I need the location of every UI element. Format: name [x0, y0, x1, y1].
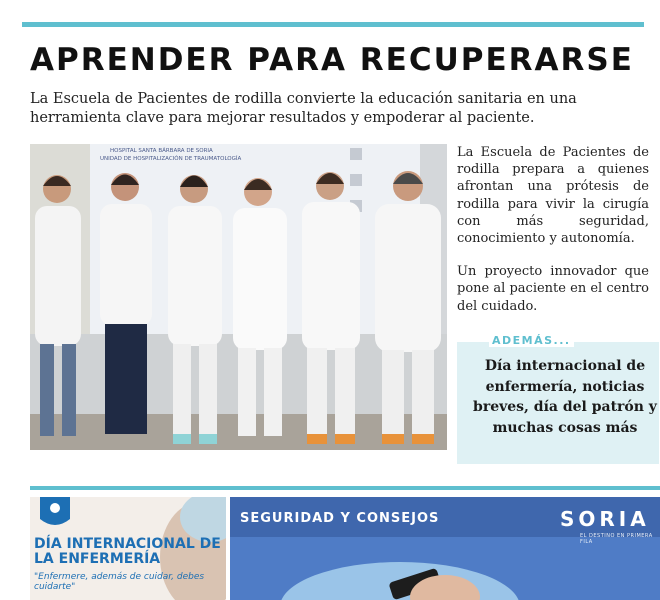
- top-accent-bar: [22, 22, 644, 27]
- side-paragraph-2: Un proyecto innovador que pone al paciente en el centro del cuidado.: [457, 264, 649, 314]
- ademas-label: ADEMÁS...: [489, 334, 574, 347]
- section-divider: [30, 486, 660, 490]
- soria-logo-tagline: EL DESTINO EN PRIMERA FILA: [580, 533, 653, 545]
- card-nursing-day-title: DÍA INTERNACIONAL DE LA ENFERMERÍA: [34, 536, 221, 567]
- team-photo-illustration: [30, 144, 447, 450]
- card-safety-tips[interactable]: [230, 497, 660, 600]
- side-column: [457, 144, 649, 331]
- card-safety-tips-title: SEGURIDAD Y CONSEJOS: [240, 511, 440, 526]
- ademas-text: Día internacional de enfermería, noticias breves, día del patrón y muchas cosas más: [473, 358, 657, 436]
- card-nursing-day-quote: "Enfermere, además de cuidar, debes cuidarte": [34, 572, 205, 592]
- side-paragraph-1: La Escuela de Pacientes de rodilla prepara a quienes afrontan una prótesis de rodilla para vivir la cirugía con más seguridad, conocimiento y autonomía.: [457, 145, 649, 247]
- subheadline: La Escuela de Pacientes de rodilla convierte la educación sanitaria en una herramienta clave para mejorar resultados y empoderar al paciente.: [30, 91, 577, 126]
- soria-logo: SORIA: [560, 507, 650, 531]
- team-photo: [30, 144, 447, 450]
- sign-line-1: HOSPITAL SANTA BÁRBARA DE SORIA: [110, 148, 213, 154]
- card-nursing-day[interactable]: [30, 497, 226, 600]
- person-2: [100, 173, 152, 434]
- sign-line-2: UNIDAD DE HOSPITALIZACIÓN DE TRAUMATOLOGÍA: [100, 156, 242, 162]
- headline: APRENDER PARA RECUPERARSE: [30, 42, 634, 78]
